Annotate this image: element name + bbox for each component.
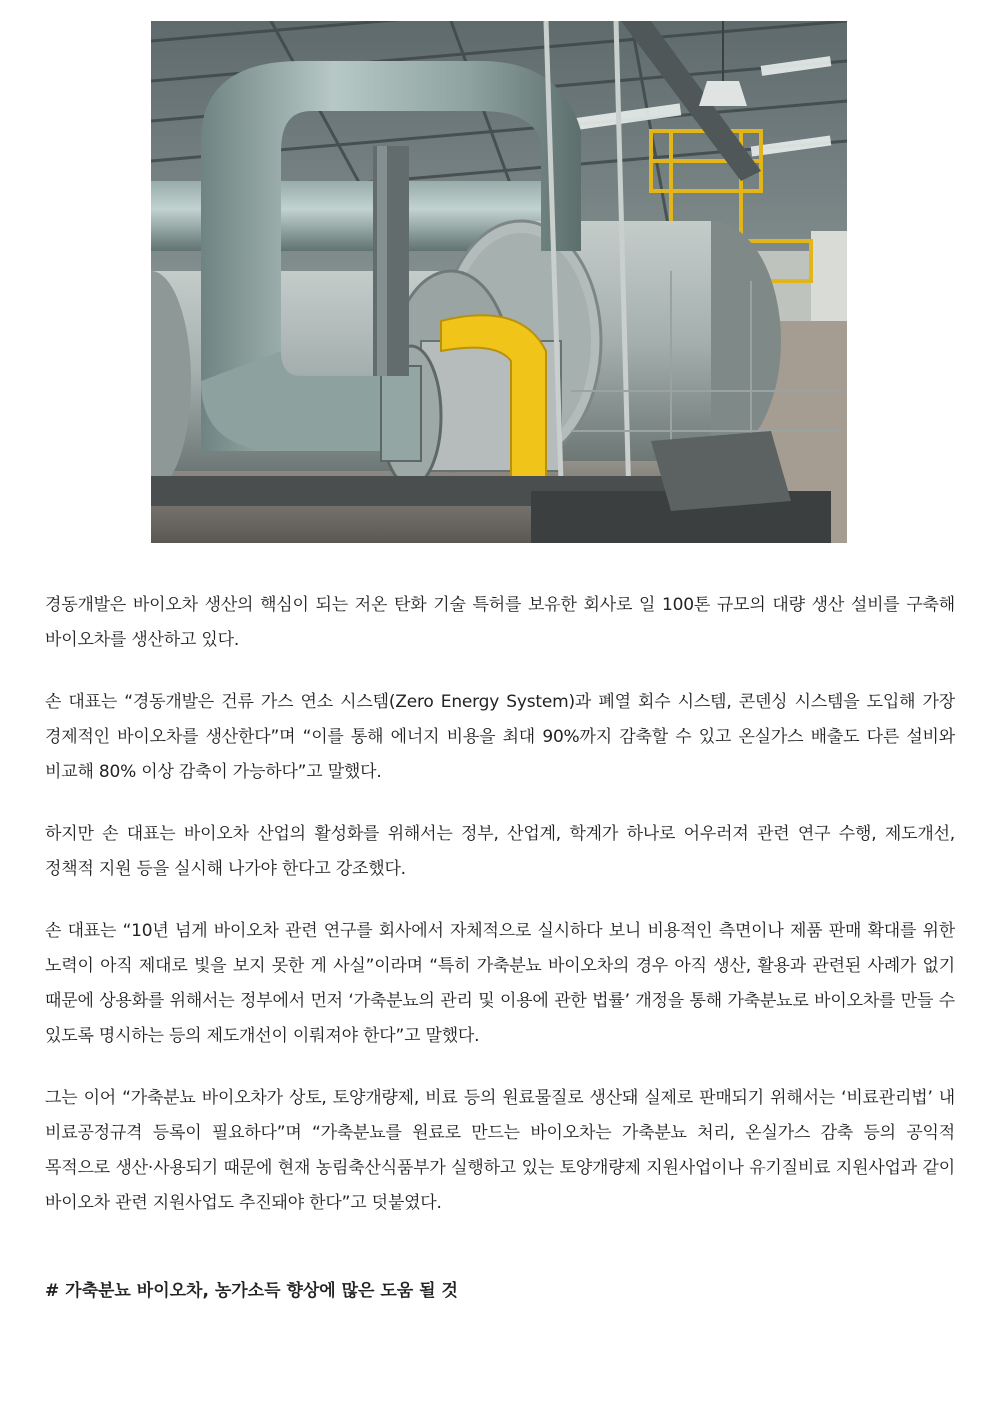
biochar-plant-photo <box>151 21 847 543</box>
factory-pipes-illustration <box>151 21 847 543</box>
article-paragraph: 하지만 손 대표는 바이오차 산업의 활성화를 위해서는 정부, 산업계, 학계가 하나로 어우러져 관련 연구 수행, 제도개선, 정책적 지원 등을 실시해 나가야 한다고 강조했다. <box>45 824 955 879</box>
article-paragraph: 손 대표는 “경동개발은 건류 가스 연소 시스템(Zero Energy System)과 폐열 회수 시스템, 콘덴싱 시스템을 도입해 가장 경제적인 바이오차를 생산한다”며 “이를 통해 에너지 비용을 최대 90%까지 감축할 수 있고 온실가스 배출도 다른 설비와 비교해 80% 이상 감축이 가능하다”고 말했다. <box>45 692 955 782</box>
article-paragraph: 손 대표는 “10년 넘게 바이오차 관련 연구를 회사에서 자체적으로 실시하다 보니 비용적인 측면이나 제품 판매 확대를 위한 노력이 아직 제대로 빛을 보지 못한 게 사실”이라며 “특히 가축분뇨 바이오차의 경우 아직 생산, 활용과 관련된 사례가 없기 때문에 상용화를 위해서는 정부에서 먼저 ‘가축분뇨의 관리 및 이용에 관한 법률’ 개정을 통해 가축분뇨로 바이오차를 만들 수 있도록 명시하는 등의 제도개선이 이뤄져야 한다”고 말했다. <box>45 921 955 1046</box>
article-paragraph: 경동개발은 바이오차 생산의 핵심이 되는 저온 탄화 기술 특허를 보유한 회사로 일 100톤 규모의 대량 생산 설비를 구축해 바이오차를 생산하고 있다. <box>45 595 955 650</box>
article-body <box>45 588 955 1248</box>
article-paragraph: 그는 이어 “가축분뇨 바이오차가 상토, 토양개량제, 비료 등의 원료물질로 생산돼 실제로 판매되기 위해서는 ‘비료관리법’ 내 비료공정규격 등록이 필요하다”며 “가축분뇨를 원료로 만드는 바이오차는 가축분뇨 처리, 온실가스 감축 등의 공익적 목적으로 생산·사용되기 때문에 현재 농림축산식품부가 실행하고 있는 토양개량제 지원사업이나 유기질비료 지원사업과 같이 바이오차 관련 지원사업도 추진돼야 한다”고 덧붙였다. <box>45 1088 955 1213</box>
section-subheading: # 가축분뇨 바이오차, 농가소득 향상에 많은 도움 될 것 <box>45 1281 458 1301</box>
